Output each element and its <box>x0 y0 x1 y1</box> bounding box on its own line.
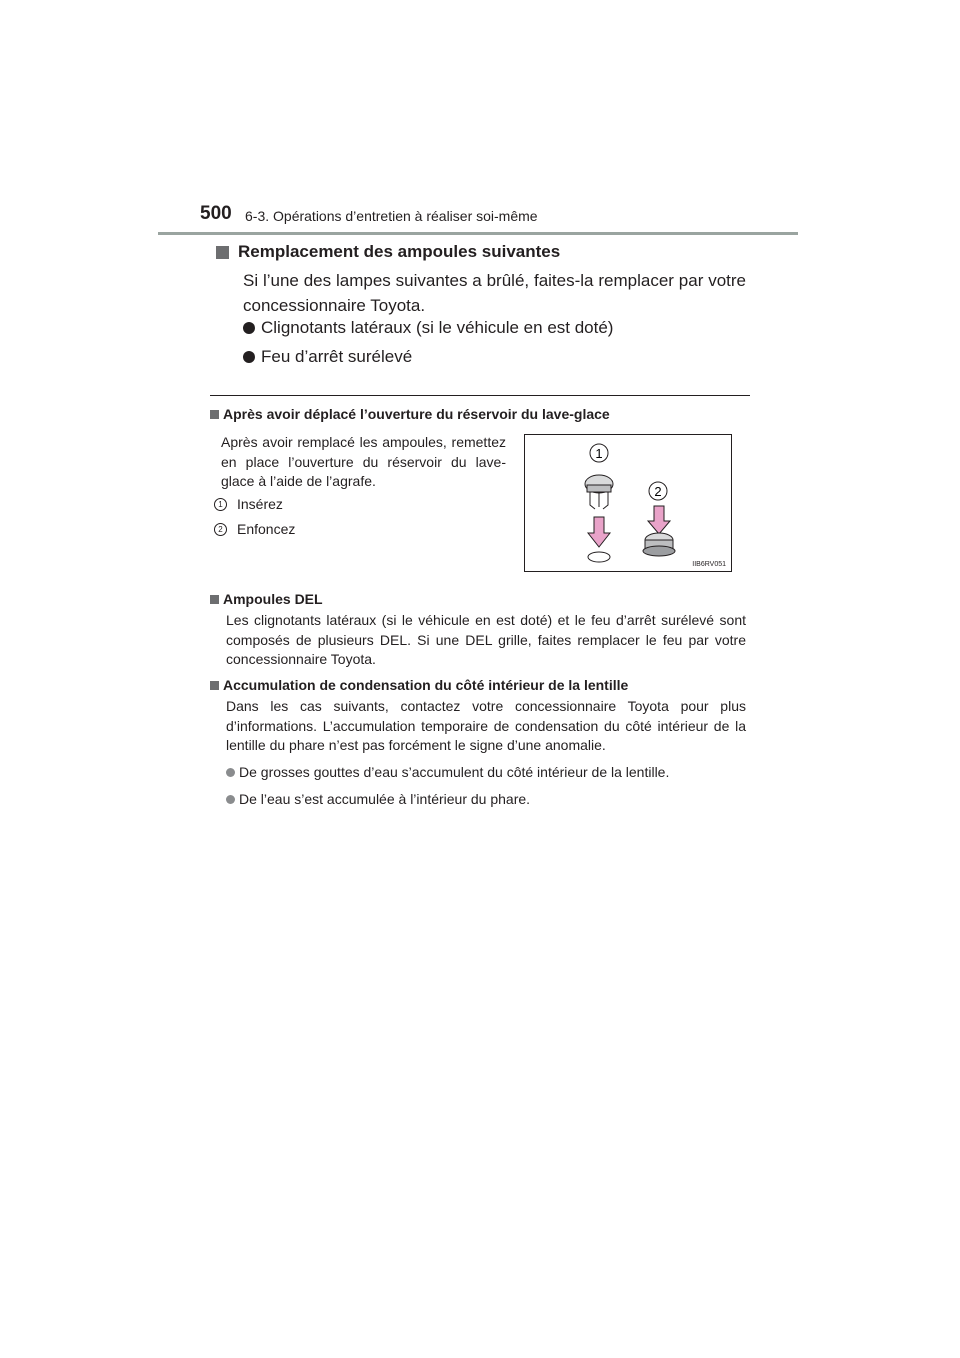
callout-label-1: 1 <box>595 446 603 461</box>
clip-illustration <box>524 434 732 572</box>
note-paragraph: Les clignotants latéraux (si le véhicule en est doté) et le feu d’arrêt surélevé sont composés de plusieurs DEL. Si une DEL grille, faites remplacer le feu par votre concessionnaire Toyota. <box>226 612 746 667</box>
step-label: Insérez <box>237 496 283 512</box>
list-item-text: De grosses gouttes d’eau s’accumulent du côté intérieur de la lentille. <box>239 764 670 780</box>
list-item <box>226 764 669 780</box>
chapter-title: 6-3. Opérations d’entretien à réaliser soi-même <box>245 208 538 224</box>
clip-before-insert <box>585 475 613 509</box>
insert-arrow <box>588 517 610 547</box>
section-heading-text: Remplacement des ampoules suivantes <box>238 242 561 261</box>
page-number: 500 <box>200 203 232 224</box>
bullet-dot-icon <box>226 768 235 777</box>
square-bullet-icon <box>210 595 219 604</box>
note-heading <box>210 677 628 693</box>
clip-pushed <box>643 533 675 556</box>
bullet-dot-icon <box>243 322 255 334</box>
square-bullet-icon <box>210 410 219 419</box>
step-label: Enfoncez <box>237 521 296 537</box>
note-paragraph: Après avoir remplacé les ampoules, remettez en place l’ouverture du réservoir du lave-glace à l’aide de l’agrafe. <box>221 434 506 489</box>
step-number-icon: 1 <box>214 498 227 511</box>
push-arrow <box>648 506 670 534</box>
bullet-dot-icon <box>243 351 255 363</box>
bullet-dot-icon <box>226 795 235 804</box>
list-item <box>226 791 530 807</box>
note-heading-text: Ampoules DEL <box>223 591 323 607</box>
notes-divider <box>210 395 750 396</box>
step-item <box>214 521 295 537</box>
list-item-text: De l’eau s’est accumulée à l’intérieur du phare. <box>239 791 531 807</box>
step-item <box>214 496 283 512</box>
list-item-text: Clignotants latéraux (si le véhicule en est doté) <box>261 318 614 337</box>
note-heading <box>210 406 610 422</box>
step-number-icon: 2 <box>214 523 227 536</box>
list-item <box>243 347 412 367</box>
note-heading-text: Accumulation de condensation du côté intérieur de la lentille <box>223 677 629 693</box>
section-heading <box>216 242 560 262</box>
clip-diagram-icon <box>525 435 731 571</box>
note-paragraph: Dans les cas suivants, contactez votre concessionnaire Toyota pour plus d’informations. L’accumulation temporaire de condensation du côté intérieur de la lentille du phare n’est pas forcément le signe d’une anomalie. <box>226 698 746 753</box>
figure-code: IIB6RV051 <box>692 561 726 568</box>
list-item-text: Feu d’arrêt surélevé <box>261 347 413 366</box>
list-item <box>243 318 613 338</box>
section-paragraph: Si l’une des lampes suivantes a brûlé, faites-la remplacer par votre concessionnaire Toyota. <box>243 271 746 315</box>
callout-label-2: 2 <box>654 484 662 499</box>
square-bullet-icon <box>210 681 219 690</box>
mounting-hole <box>588 552 610 562</box>
header-divider <box>158 232 798 235</box>
note-heading <box>210 591 323 607</box>
square-bullet-icon <box>216 246 229 259</box>
note-heading-text: Après avoir déplacé l’ouverture du réservoir du lave-glace <box>223 406 610 422</box>
